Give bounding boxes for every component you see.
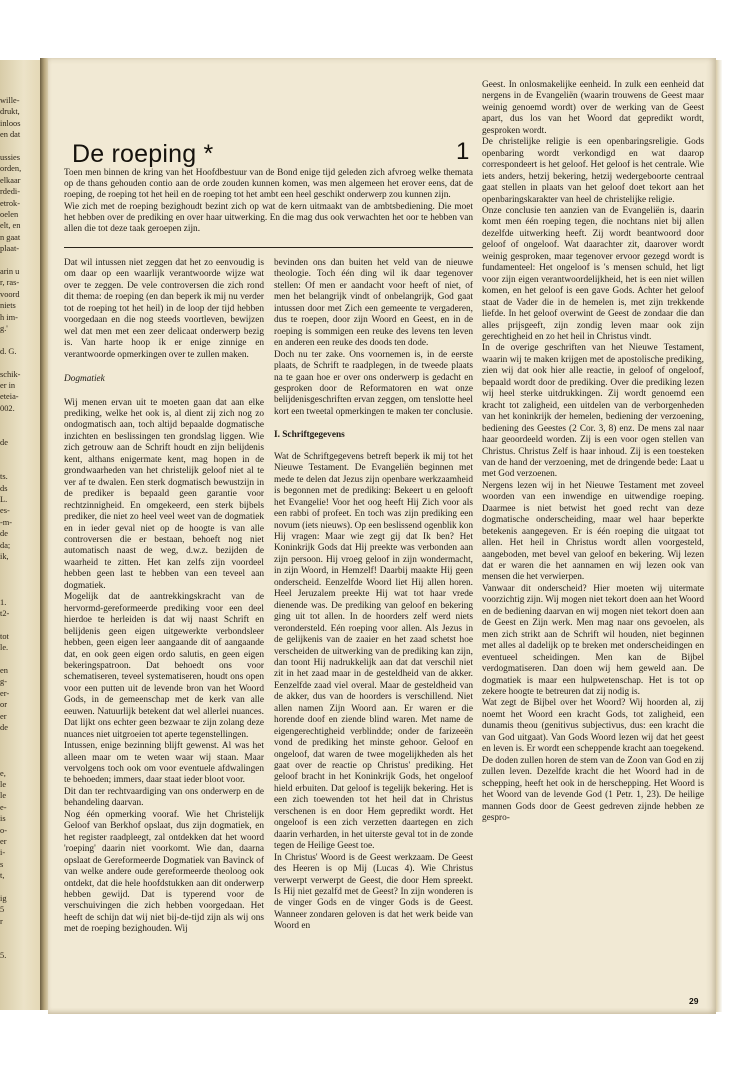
paragraph: Nog één opmerking vooraf. Wie het Christelijk Geloof van Berkhof opslaat, dus zijn dogmatiek, en het register raadpleegt, zal ontdekken dat het woord 'roeping' daarin niet voorkomt. Wie dan, daarna opslaat de Gereformeerde Dogmatiek van Bavinck of van welke andere oude gereformeerde theoloog ook ontdekt, dat die hele hoofdstukken aan dit onderwerp hebben gewijd. Dat is typerend voor de verschuivingen die zich hebben voorgedaan. Het heeft de schijn dat wij niet bij-de-tijd zijn als wij ons met de roeping bezighouden. Wij bbox=[64, 809, 264, 935]
left-page-text-fragment: L. bbox=[0, 495, 8, 504]
paragraph: In Christus' Woord is de Geest werkzaam. De Geest des Heeren is op Mij (Lucas 4). Wie Christus verwerpt verwerpt de Geest, die door Hem spreekt. Is Hij niet gezalfd met de Geest? In zijn wonderen is de vinger Gods en de vinger Gods is de Geest. Wanneer zondaren geloven is dat het werk beide van Woord en bbox=[274, 852, 473, 932]
left-page-text-fragment: orden, bbox=[0, 164, 22, 174]
background-top bbox=[0, 0, 738, 60]
left-page-text-fragment: ts. bbox=[0, 472, 8, 482]
paragraph: Nergens lezen wij in het Nieuwe Testament met zoveel woorden van een inwendige en uitwendige roeping. Daarmee is niet betwist het goed recht van deze dogmatische onderscheiding, maar wel haar beperkte betekenis aangegeven. Er is één roeping die uitgaat tot allen. Het heil in Christus wordt allen voorgesteld, aangeboden, met bevel van geloof en bekering. Wij lezen dat er waren die het aannamen en wij lezen ook van mensen die het verwierpen. bbox=[482, 480, 704, 583]
paragraph: Doch nu ter zake. Ons voornemen is, in de eerste plaats, de Schrift te raadplegen, in de tweede plaats na te gaan hoe er over ons onderwerp is gedacht en gesproken door de Reformatoren en wat onze belijdenisgeschriften ervan zeggen, om tenslotte heel kort een tweetal opmerkingen te maken ter conclusie. bbox=[274, 349, 473, 417]
left-page-text-fragment: er in bbox=[0, 381, 16, 390]
column-middle bbox=[274, 258, 473, 933]
left-page-text-fragment: s bbox=[0, 859, 4, 869]
intro-divider bbox=[64, 247, 473, 248]
left-page-text-fragment: t, bbox=[0, 871, 5, 881]
paragraph: De christelijke religie is een openbaringsreligie. Gods openbaring wordt verkondigd en wat daarop correspondeert is het geloof. Het geloof is het centrale. Wie iets anders, hetzij bekering, hetzij wedergeboorte centraal gaat stellen in plaats van het geloof doet tekort aan het openbaringskarakter van heel de christelijke religie. bbox=[482, 137, 704, 205]
left-page-edge bbox=[0, 60, 40, 1010]
left-page-text-fragment: r bbox=[0, 916, 3, 926]
left-page-text-fragment: en bbox=[0, 666, 8, 675]
left-page-text-fragment: er- bbox=[0, 688, 10, 698]
article-intro bbox=[64, 168, 473, 235]
paragraph: Geest. In onlosmakelijke eenheid. In zulk een eenheid dat nergens in de Evangeliën (waarin trouwens de Geest maar weinig genoemd wordt) over de werking van de Geest apart, dus los van het Woord dat gepredikt wordt, gesproken wordt. bbox=[482, 80, 704, 136]
left-page-text-fragment: le. bbox=[0, 643, 9, 653]
left-page-text-fragment: inloos bbox=[0, 118, 21, 128]
left-page-text-fragment: es- bbox=[0, 506, 10, 516]
left-page-text-fragment: arin u bbox=[0, 267, 20, 276]
page-edge bbox=[716, 60, 722, 1012]
paragraph: Wat zegt de Bijbel over het Woord? Wij hoorden al, zij noemt het Woord een kracht Gods, tot zaligheid, een dunamis theou (genitivus subjectivus, dus: een kracht die van God uitgaat). Van Gods Woord lezen wij dat het geest en leven is. Er wordt een scheppende kracht aan toegekend. De doden zullen horen de stem van de Zoon van God en zij zullen leven. Dezelfde kracht die het Woord had in de schepping, heeft het ook in de herschepping. Het Woord is het Woord van de levende God (1 Petr. 1, 23). De heilige mannen Gods door de Geest gedreven zijnde hebben ze gespro- bbox=[482, 698, 704, 823]
left-page-text-fragment: e, bbox=[0, 768, 6, 778]
left-page-text-fragment: de bbox=[0, 529, 8, 539]
left-page-text-fragment: rdedi- bbox=[0, 187, 20, 197]
background-bottom bbox=[0, 1014, 738, 1068]
left-page-text-fragment: elkaar bbox=[0, 175, 21, 185]
left-page-text-fragment: de bbox=[0, 438, 8, 447]
article-title: De roeping * bbox=[72, 140, 214, 168]
left-page-text-fragment: le bbox=[0, 791, 7, 801]
left-page-text-fragment: i- bbox=[0, 848, 6, 858]
left-page-text-fragment: t2- bbox=[0, 609, 10, 618]
left-page-text-fragment: elt, en bbox=[0, 221, 21, 231]
left-page-text-fragment: e- bbox=[0, 802, 7, 812]
section-heading: I. Schriftgegevens bbox=[274, 430, 345, 441]
intro-paragraph: Wie zich met de roeping bezighoudt bezint zich op wat de kern uitmaakt van de ambtsbediening. Die moet het hebben over de prediking en over haar uitwerking. En die mag dus ook verwachten het oor te hebben van allen die tot deze taak geroepen zijn. bbox=[64, 201, 473, 235]
left-page-text-fragment: eteia- bbox=[0, 392, 19, 402]
left-page-text-fragment: drukt, bbox=[0, 107, 20, 117]
left-page-text-fragment: 1. bbox=[0, 597, 7, 607]
left-page-text-fragment: etrok- bbox=[0, 198, 20, 208]
left-page-text-fragment: wille- bbox=[0, 96, 20, 105]
column-right bbox=[482, 80, 704, 824]
left-page-text-fragment: ig bbox=[0, 894, 7, 903]
left-page-text-fragment: da; bbox=[0, 540, 11, 550]
page-number: 29 bbox=[689, 996, 699, 1006]
left-page-text-fragment: er bbox=[0, 837, 7, 846]
left-page-text-fragment: d. G. bbox=[0, 346, 17, 356]
left-page-text-fragment: en dat bbox=[0, 130, 21, 140]
section-subheading: Dogmatiek bbox=[64, 374, 105, 385]
article-number: 1 bbox=[456, 138, 470, 165]
left-page-text-fragment: ik, bbox=[0, 552, 9, 561]
paragraph: Wij menen ervan uit te moeten gaan dat aan elke prediking, welke het ook is, al dient zij zich nog zo ondogmatisch aan, toch altijd bepaalde dogmatische inzichten en beslissingen ten grondslag liggen. Wie zich getrouw aan de Schrift houdt en zijn belijdenis kent, althans enigermate kent, mag hopen in de grondwaarheden van het christelijk geloof niet al te ver af te dwalen. Een sterk dogmatisch bewustzijn in de prediker is bepaald geen garantie voor rechtzinnigheid. En omgekeerd, een sterk bijbels prediker, die niet zo heel veel weet van de dogmatiek en in ieder geval niet op de hoogte is van alle controversen die er bestaan, behoeft nog niet automatisch naast de weg, d.w.z. bezijden de waarheid te zitten. Het kan zelfs zijn voordeel hebben geen last te hebben van een teveel aan dogmatiek. bbox=[64, 397, 264, 591]
paragraph: Intussen, enige bezinning blijft gewenst. Al was het alleen maar om te weten waar wij staan. Maar vervolgens toch ook om voor eventuele afdwalingen te behoeden; immers, daar staat ieder bloot voor. bbox=[64, 741, 264, 786]
left-page-text-fragment: plaat- bbox=[0, 244, 20, 254]
left-page-text-fragment: ds bbox=[0, 483, 8, 493]
left-page-text-fragment: r, ras- bbox=[0, 278, 20, 288]
paragraph: Onze conclusie ten aanzien van de Evangeliën is, daarin komt men één roeping tegen, die nochtans niet bij allen dezelfde uitwerking heeft. Zij wordt beantwoord door geloof of ongeloof. Wat daarachter zit, daarover wordt weinig gesproken, maar tegenover ervoor gezegd wordt is fundamenteel: Het ongeloof is 's mensen schuld, het ligt voor zijn eigen verantwoordelijkheid, het is een niet willen komen, en het geloof is een gave Gods. Achter het geloof staat de Vader die in de hemelen is, met zijn trekkende liefde. In het geloof overwint de Geest de zondaar die dan alles prijsgeeft, zijn zondig leven maar ook zijn gerechtigheid en zo het heil in Christus vindt. bbox=[482, 205, 704, 342]
left-page-text-fragment: h im- bbox=[0, 312, 18, 322]
paragraph: Wat de Schriftgegevens betreft beperk ik mij tot het Nieuwe Testament. De Evangeliën beginnen met mede te delen dat Jezus zijn openbare werkzaamheid is begonnen met de prediking: Bekeert u en gelooft het Evangelie! Voor het oog heeft Hij Zich voor als een rabbi of profeet. En toch was zijn prediking een novum (iets nieuws). Op een beslissend ogenblik kon Hij vragen: Maar wie zegt gij dat Ik ben? Het Koninkrijk Gods dat Hij preekte was verbonden aan zijn persoon. Hij vroeg geloof in zijn wondermacht, in zijn Woord, in Hemzelf! Daarbij maakte Hij geen onderscheid. Eenzelfde Woord liet Hij allen horen. Heel Jeruzalem preekte Hij wat tot haar vrede dienende was. De prediking van geloof en bekering ging uit tot allen. In de hoorders zelf werd niets verondersteld. Eén roeping voor allen. Als Jezus in de gelijkenis van de zaaier en het zaad schetst hoe verscheiden de uitwerking van de prediking kan zijn, dan toont Hij nadrukkelijk aan dat dat verschil niet zit in het zaad maar in de gesteldheid van de akker. Eenzelfde zaad viel overal. Maar de gesteldheid van de akker, dus van de hoorders is verschillend. Niet allen namen Zijn Woord aan. Er waren er die horende doof en ziende blind waren. Met name de eigengerechtigheid verblindde; onder de farizeeën vond de prediking het minste gehoor. Geloof en ongeloof, dat waren de twee mogelijkheden als het gaat over de reactie op Christus' prediking. Het geloof bracht in het Koninkrijk Gods, het ongeloof hield erbuiten. Dat geloof is tegelijk bekering. Het is een zich toewenden tot het heil dat in Christus verschenen is en door Hem gepredikt wordt. Het ongeloof is een zich verzetten daartegen en zich daarin verharden, in het uiterste geval tot in de zonde tegen de Heilige Geest toe. bbox=[274, 451, 473, 852]
paragraph: bevinden ons dan buiten het veld van de nieuwe theologie. Toch één ding wil ik daar tegenover stellen: Of men er aandacht voor heeft of niet, of men het belangrijk vindt of onbelangrijk, God gaat intussen door met Zich een gemeente te vergaderen, dus te roepen, door zijn Woord en Geest, en in de roeping is sommigen een reuke des levens ten leven en anderen een reuke des doods ten dode. bbox=[274, 258, 473, 349]
left-page-text-fragment: schik- bbox=[0, 369, 21, 379]
left-page-text-fragment: oelen bbox=[0, 210, 19, 219]
left-page-text-fragment: er bbox=[0, 711, 7, 721]
left-page-text-fragment: n gaat bbox=[0, 232, 21, 242]
left-page-text-fragment: -m- bbox=[0, 517, 13, 527]
left-page-text-fragment: voord bbox=[0, 289, 20, 299]
paragraph: In de overige geschriften van het Nieuwe Testament, waarin wij te maken krijgen met de apostolische prediking, zien wij dat ook hier alle reactie, in geloof of ongeloof, bepaald wordt door de prediking. Over die prediking lezen wij heel sterke uitdrukkingen. Zij wordt genoemd een kracht tot zaligheid, een uitdelen van de verborgenheden van het koninkrijk der hemelen, bediening der verzoening, bediening des Geestes (2 Cor. 3, 8) enz. De mens zal naar haar geoordeeld worden. Zij is een voor ogen stellen van Christus. Christus Zelf is haar inhoud. Zij is een toesteken van de hand der verzoening, met de dringende bede: Laat u met God verzoenen. bbox=[482, 343, 704, 480]
left-page-text-fragment: de bbox=[0, 723, 8, 732]
left-page-text-fragment: or bbox=[0, 700, 7, 710]
paragraph: Vanwaar dit onderscheid? Hier moeten wij uitermate voorzichtig zijn. Wij mogen niet tekort doen aan het Woord en de bediening daarvan en wij mogen niet tekort doen aan de Geest en Zijn werk. Men mag naar ons gevoelen, als men zich strikt aan de Schrift wil houden, niet beginnen met alles al dadelijk op te breken met onderscheidingen en eventueel scheidingen. Men kan de Bijbel verdogmatiseren. Dan doen wij hem geweld aan. De dogmatiek is maar een hulpwetenschap. Het is tot op zekere hoogte te betreuren dat zij nodig is. bbox=[482, 583, 704, 698]
paragraph: Dit dan ter rechtvaardiging van ons onderwerp en de behandeling daarvan. bbox=[64, 786, 264, 809]
paragraph: Mogelijk dat de aantrekkingskracht van de hervormd-gereformeerde prediking voor een deel hierdoe te herleiden is dat wij naast Schrift en belijdenis geen eigen uitgewerkte verbondsleer hebben, geen eigen leer aangaande dit of aangaande dat, en ook geen eigen ordo salutis, en geen eigen bekeringspatroon. Dat behoedt ons voor schematiseren, teveel systematiseren, houdt ons open voor een putten uit de levende bron van het Woord Gods, in de gemeenschap met de kerk van alle eeuwen. Natuurlijk betekent dat wel allerlei nuances. Dat lijkt ons echter geen bezwaar te zijn zolang deze nuances niet uitgroeien tot aperte tegenstellingen. bbox=[64, 592, 264, 740]
left-page-text-fragment: 002. bbox=[0, 403, 15, 413]
paragraph: Dat wil intussen niet zeggen dat het zo eenvoudig is om daar op een waarlijk verantwoorde wijze wat over te zeggen. De vele controversen die zich rond dit thema: de roeping (en dan beperk ik mij nu verder tot de roeping tot het heil) in de loop der tijd hebben voorgedaan en die nog steeds voortleven, bewijzen wel dat men met een zeer delicaat onderwerp bezig is. Van harte hoop ik er enige zinnige en verantwoorde opmerkingen over te zullen maken. bbox=[64, 258, 264, 360]
left-page-text-fragment: le bbox=[0, 780, 7, 789]
column-left bbox=[64, 258, 264, 936]
left-page-text-fragment: ussies bbox=[0, 153, 21, 162]
left-page-text-fragment: 5. bbox=[0, 951, 7, 960]
left-page-text-fragment: tot bbox=[0, 631, 9, 641]
left-page-text-fragment: g.' bbox=[0, 324, 8, 333]
left-page-text-fragment: is bbox=[0, 814, 6, 824]
left-page-text-fragment: g- bbox=[0, 677, 7, 687]
left-page-text-fragment: 5 bbox=[0, 905, 5, 915]
intro-paragraph: Toen men binnen de kring van het Hoofdbestuur van de Bond enige tijd geleden zich afvroeg welke themata op de thans gehouden contio aan de orde zouden kunnen komen, was men algemeen het erover eens, dat de roeping, de roeping tot het heil en de roeping tot het ambt een heel geschikt onderwerp zou kunnen zijn. bbox=[64, 168, 473, 201]
left-page-text-fragment: niets bbox=[0, 301, 16, 311]
left-page-text-fragment: o- bbox=[0, 825, 7, 835]
